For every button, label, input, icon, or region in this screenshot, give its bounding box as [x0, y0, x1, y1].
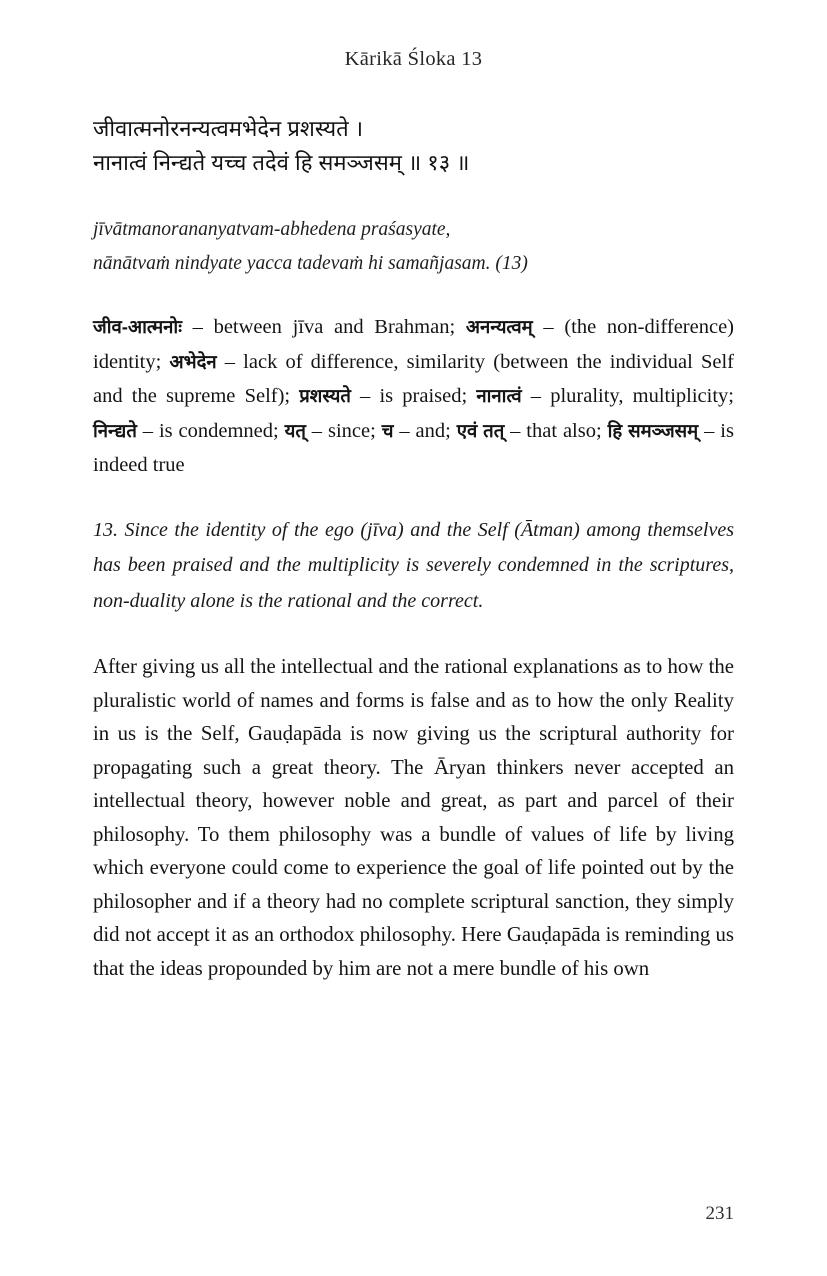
gloss-term: प्रशस्यते [299, 385, 351, 407]
translation-number: 13. [93, 518, 118, 541]
gloss-term: यत् [284, 419, 306, 441]
gloss-term: अनन्यत्वम् [465, 316, 533, 337]
gloss-meaning: – lack of difference, similarity (between the individual Self and the supreme Self); [93, 350, 734, 408]
verse-translation [93, 513, 734, 620]
sanskrit-verse [93, 112, 734, 180]
commentary-paragraph: After giving us all the intellectual and the rational explanations as to how the pluralistic world of names and forms is false and as to how the only Reality in us is the Self, Gauḍapāda is now giving us the scriptural authority for propagating such a great theory. The Āryan thinkers never accepted an intellectual theory, however noble and great, as part and parcel of their philosophy. To them philosophy was a bundle of values of life by living which everyone could come to experience the goal of life pointed out by the philosopher and if a theory had no complete scriptural sanction, they simply did not accept it as an orthodox philosophy. Here Gauḍapāda is reminding us that the ideas propounded by him are not a mere bundle of his own [93, 655, 734, 980]
word-gloss-block [93, 310, 734, 483]
gloss-meaning: – and; [393, 419, 457, 442]
gloss-term: च [381, 419, 394, 441]
page-number: 231 [705, 1203, 734, 1224]
gloss-term: नानात्वं [476, 385, 522, 407]
gloss-meaning: – between jīva and Brahman; [181, 316, 466, 338]
running-head: Kārikā Śloka 13 [344, 48, 483, 70]
text-column [93, 112, 734, 1006]
gloss-term: निन्द्यते [93, 419, 137, 441]
verse-line-1: जीवात्मनोरनन्यत्वमभेदेन प्रशस्यते । [93, 116, 364, 141]
gloss-term: अभेदेन [169, 350, 217, 372]
gloss-meaning: – (the non-difference) identity; [93, 316, 734, 373]
gloss-term: हि समञ्जसम् [607, 419, 699, 441]
gloss-term: एवं तत् [456, 419, 505, 441]
gloss-meaning: – is indeed true [93, 419, 734, 477]
gloss-meaning: – is praised; [350, 385, 477, 408]
transliteration-line-2: nānātvaṁ nindyate yacca tadevaṁ hi samañjasam. (13) [93, 252, 528, 274]
gloss-meaning: – that also; [504, 419, 608, 442]
translation-text: Since the identity of the ego (jīva) and the Self (Ātman) among themselves has been praised and the multiplicity is severely condemned in the scriptures, non-duality alone is the rational and the correct. [93, 518, 734, 612]
gloss-meaning: – is condemned; [136, 419, 285, 442]
gloss-meaning: – plurality, multiplicity; [521, 385, 734, 408]
transliteration-block [93, 213, 734, 280]
gloss-term: जीव-आत्मनोः [93, 316, 182, 337]
gloss-meaning: – since; [305, 419, 382, 442]
verse-line-2: नानात्वं निन्द्यते यच्च तदेवं हि समञ्जसम् ॥ १३ ॥ [93, 150, 470, 175]
transliteration-line-1: jīvātmanorananyatvam-abhedena praśasyate, [93, 219, 451, 240]
